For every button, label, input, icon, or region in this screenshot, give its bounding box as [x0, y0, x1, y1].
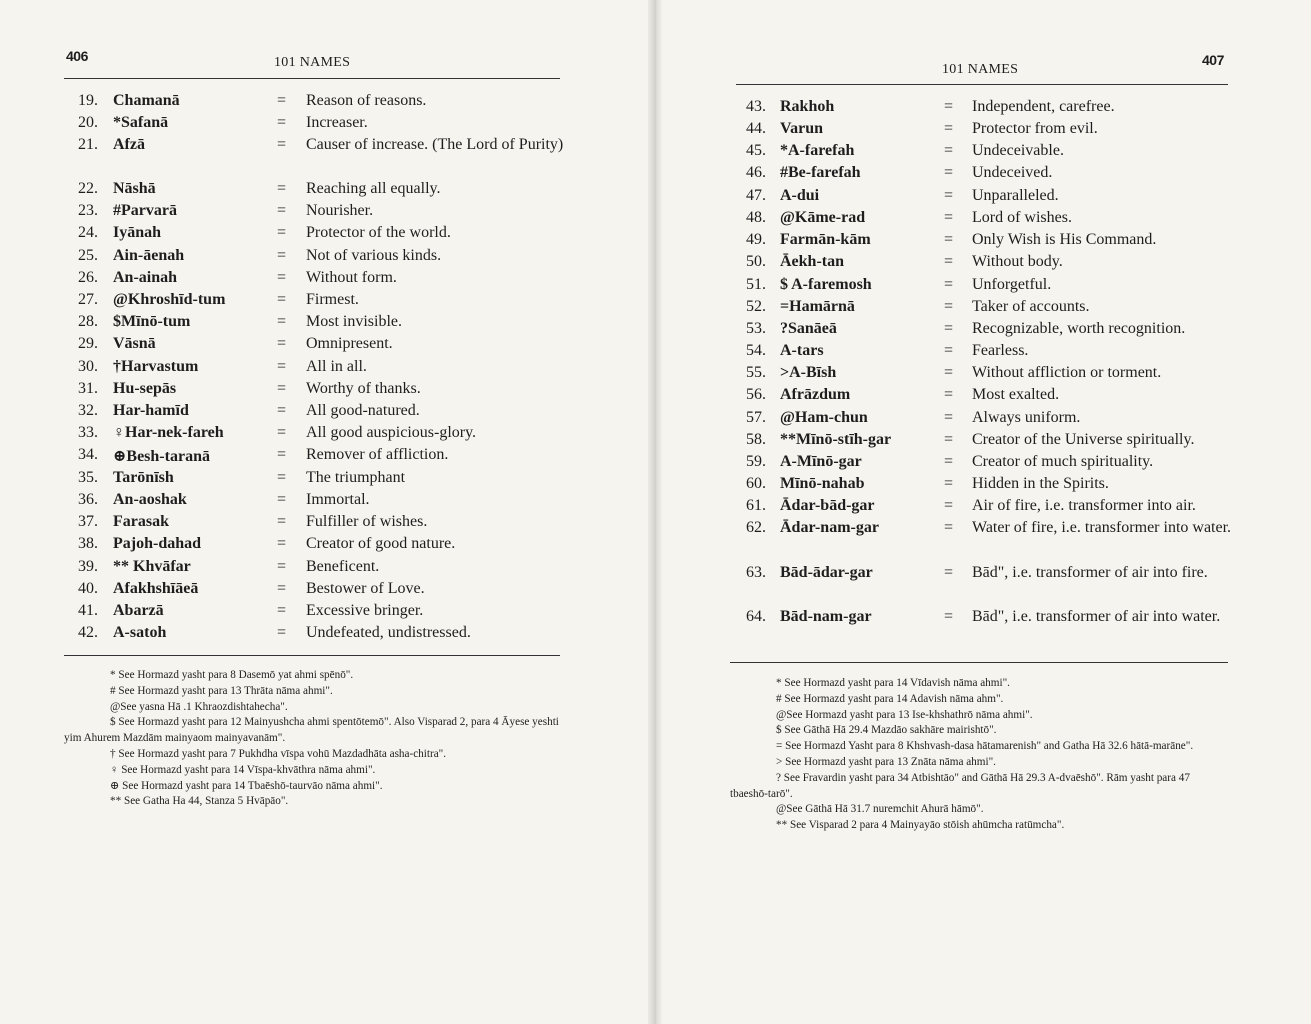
- entry-name: Afzā: [113, 136, 145, 153]
- equals-sign: =: [277, 202, 287, 219]
- entry-number: 32.: [78, 402, 98, 419]
- entry-number: 38.: [78, 535, 98, 552]
- entry-meaning: Bād", i.e. transformer of air into fire.: [972, 564, 1208, 581]
- entry-number: 42.: [78, 624, 98, 641]
- entry-name: $ A-faremosh: [780, 276, 872, 293]
- entry-number: 60.: [746, 475, 766, 492]
- entry-meaning: Causer of increase. (The Lord of Purity): [306, 136, 564, 153]
- entry-meaning: Remover of affliction.: [306, 446, 449, 463]
- equals-sign: =: [277, 313, 287, 330]
- equals-sign: =: [277, 580, 287, 597]
- entry-meaning: Hidden in the Spirits.: [972, 475, 1109, 492]
- header-rule: [64, 78, 560, 79]
- equals-sign: =: [944, 475, 954, 492]
- entry-meaning: Most invisible.: [306, 313, 403, 330]
- equals-sign: =: [944, 497, 954, 514]
- entry-meaning: All good-natured.: [306, 402, 420, 419]
- entry-number: 30.: [78, 358, 98, 375]
- entry-name: Afakhshīāeā: [113, 580, 199, 597]
- entry-meaning: Protector of the world.: [306, 224, 451, 241]
- entry-name: Farmān-kām: [780, 231, 871, 248]
- entry-meaning: Fearless.: [972, 342, 1029, 359]
- footnote: # See Hormazd yasht para 13 Thrāta nāma ahmi".: [110, 684, 333, 697]
- footnote-rule: [730, 662, 1228, 663]
- equals-sign: =: [944, 209, 954, 226]
- entry-name: Bād-ādar-gar: [780, 564, 873, 581]
- entry-name: Farasak: [113, 513, 169, 530]
- footnote-rule: [64, 655, 560, 656]
- entry-name: A-Mīnō-gar: [780, 453, 862, 470]
- entry-meaning: Air of fire, i.e. transformer into air.: [972, 497, 1196, 514]
- equals-sign: =: [277, 291, 287, 308]
- entry-number: 49.: [746, 231, 766, 248]
- entry-meaning: Without affliction or torment.: [972, 364, 1162, 381]
- equals-sign: =: [277, 558, 287, 575]
- equals-sign: =: [277, 446, 287, 463]
- entry-meaning: Unparalleled.: [972, 187, 1059, 204]
- page-number: 406: [66, 48, 88, 64]
- left-page: [0, 0, 650, 1024]
- entry-number: 21.: [78, 136, 98, 153]
- entry-number: 40.: [78, 580, 98, 597]
- entry-number: 35.: [78, 469, 98, 486]
- entry-number: 25.: [78, 247, 98, 264]
- entry-name: >A-Bīsh: [780, 364, 837, 381]
- entry-meaning: Bād", i.e. transformer of air into water.: [972, 608, 1221, 625]
- entry-number: 37.: [78, 513, 98, 530]
- footnote: = See Hormazd Yasht para 8 Khshvash-dasa hātamarenish" and Gatha Hā 32.6 hātā-marāne".: [776, 740, 1194, 753]
- entry-name: *A-farefah: [780, 142, 855, 159]
- entry-meaning: Creator of the Universe spiritually.: [972, 431, 1195, 448]
- entry-meaning: Undefeated, undistressed.: [306, 624, 471, 641]
- entry-meaning: Always uniform.: [972, 409, 1081, 426]
- entry-number: 50.: [746, 253, 766, 270]
- equals-sign: =: [944, 431, 954, 448]
- entry-name: ⊕Besh-taranā: [113, 448, 210, 465]
- footnote: # See Hormazd yasht para 14 Adavish nāma ahm".: [776, 692, 1004, 705]
- entry-meaning: All in all.: [306, 358, 367, 375]
- entry-meaning: Beneficent.: [306, 558, 380, 575]
- entry-name: A-tars: [780, 342, 824, 359]
- footnote: ⊕ See Hormazd yasht para 14 Tbaēshō-taurvāo nāma ahmi".: [110, 779, 383, 792]
- entry-number: 31.: [78, 380, 98, 397]
- entry-meaning: Omnipresent.: [306, 335, 393, 352]
- entry-meaning: Reason of reasons.: [306, 92, 427, 109]
- entry-meaning: Fulfiller of wishes.: [306, 513, 428, 530]
- entry-number: 29.: [78, 335, 98, 352]
- entry-name: Varun: [780, 120, 823, 137]
- equals-sign: =: [944, 564, 954, 581]
- entry-number: 53.: [746, 320, 766, 337]
- equals-sign: =: [277, 136, 287, 153]
- entry-name: Ādar-bād-gar: [780, 497, 875, 514]
- entry-name: $Mīnō-tum: [113, 313, 191, 330]
- right-page: [660, 0, 1311, 1024]
- entry-number: 39.: [78, 558, 98, 575]
- running-head: 101 NAMES: [942, 62, 1019, 77]
- equals-sign: =: [277, 114, 287, 131]
- footnote: ** See Gatha Ha 44, Stanza 5 Hvāpāo".: [110, 795, 289, 808]
- entry-number: 22.: [78, 180, 98, 197]
- entry-number: 33.: [78, 424, 98, 441]
- footnotes: [730, 676, 1228, 834]
- equals-sign: =: [277, 92, 287, 109]
- entry-number: 47.: [746, 187, 766, 204]
- footnote: ** See Visparad 2 para 4 Mainyayāo stōish ahūmcha ratūmcha".: [776, 819, 1065, 832]
- entry-name: =Hamārnā: [780, 298, 855, 315]
- entry-number: 20.: [78, 114, 98, 131]
- equals-sign: =: [277, 402, 287, 419]
- entry-meaning: Not of various kinds.: [306, 247, 442, 264]
- equals-sign: =: [944, 386, 954, 403]
- entry-number: 45.: [746, 142, 766, 159]
- entry-name: ** Khvāfar: [113, 558, 191, 575]
- equals-sign: =: [277, 180, 287, 197]
- page-number: 407: [1202, 52, 1224, 68]
- entry-number: 46.: [746, 164, 766, 181]
- entry-name: Ain-āenah: [113, 247, 185, 264]
- running-head: 101 NAMES: [274, 55, 351, 70]
- entry-name: A-dui: [780, 187, 820, 204]
- entry-name: An-ainah: [113, 269, 178, 286]
- equals-sign: =: [944, 231, 954, 248]
- entry-number: 64.: [746, 608, 766, 625]
- entry-number: 26.: [78, 269, 98, 286]
- entry-name: Iyānah: [113, 224, 162, 241]
- entry-meaning: Protector from evil.: [972, 120, 1098, 137]
- entry-meaning: Worthy of thanks.: [306, 380, 421, 397]
- equals-sign: =: [277, 380, 287, 397]
- entry-meaning: Excessive bringer.: [306, 602, 424, 619]
- header-rule: [736, 84, 1228, 85]
- entry-name: #Be-farefah: [780, 164, 861, 181]
- entry-name: Afrāzdum: [780, 386, 851, 403]
- equals-sign: =: [944, 253, 954, 270]
- equals-sign: =: [944, 519, 954, 536]
- entry-number: 52.: [746, 298, 766, 315]
- equals-sign: =: [277, 335, 287, 352]
- entry-meaning: Most exalted.: [972, 386, 1060, 403]
- entry-name: An-aoshak: [113, 491, 187, 508]
- equals-sign: =: [277, 469, 287, 486]
- entry-meaning: Increaser.: [306, 114, 368, 131]
- entry-number: 28.: [78, 313, 98, 330]
- entry-meaning: Creator of much spirituality.: [972, 453, 1154, 470]
- equals-sign: =: [944, 608, 954, 625]
- footnote: @See Hormazd yasht para 13 Ise-khshathrō nāma ahmi".: [776, 708, 1033, 721]
- entry-number: 62.: [746, 519, 766, 536]
- entry-name: ?Sanāeā: [780, 320, 837, 337]
- entry-meaning: Only Wish is His Command.: [972, 231, 1157, 248]
- entry-number: 51.: [746, 276, 766, 293]
- entry-number: 36.: [78, 491, 98, 508]
- footnote: > See Hormazd yasht para 13 Znāta nāma ahmi".: [776, 755, 996, 768]
- entry-number: 48.: [746, 209, 766, 226]
- equals-sign: =: [277, 224, 287, 241]
- footnote: @See Gāthā Hā 31.7 nuremchit Ahurā hāmō".: [776, 803, 984, 816]
- entry-number: 27.: [78, 291, 98, 308]
- entry-name: Pajoh-dahad: [113, 535, 202, 552]
- equals-sign: =: [277, 424, 287, 441]
- entry-meaning: Water of fire, i.e. transformer into water.: [972, 519, 1232, 536]
- entry-number: 43.: [746, 98, 766, 115]
- entry-number: 23.: [78, 202, 98, 219]
- entry-number: 34.: [78, 446, 98, 463]
- entry-name: #Parvarā: [113, 202, 177, 219]
- entry-name: @Ham-chun: [780, 409, 868, 426]
- entry-name: **Mīnō-stīh-gar: [780, 431, 892, 448]
- footnotes: [64, 668, 560, 810]
- entry-meaning: Without form.: [306, 269, 397, 286]
- equals-sign: =: [944, 142, 954, 159]
- entry-number: 24.: [78, 224, 98, 241]
- entry-meaning: Creator of good nature.: [306, 535, 456, 552]
- footnote: $ See Hormazd yasht para 12 Mainyushcha ahmi spentōtemō". Also Visparad 2, para 4 Āyese yeshti yim Ahurem Mazdām mainyaom mainyavanām".: [64, 716, 559, 745]
- equals-sign: =: [944, 409, 954, 426]
- equals-sign: =: [277, 535, 287, 552]
- equals-sign: =: [944, 164, 954, 181]
- equals-sign: =: [944, 364, 954, 381]
- entry-meaning: Bestower of Love.: [306, 580, 425, 597]
- entry-name: ♀Har-nek-fareh: [113, 424, 224, 441]
- entry-meaning: Unforgetful.: [972, 276, 1052, 293]
- entry-name: @Khroshīd-tum: [113, 291, 226, 308]
- equals-sign: =: [944, 342, 954, 359]
- entry-meaning: Undeceived.: [972, 164, 1053, 181]
- equals-sign: =: [277, 513, 287, 530]
- entry-meaning: Without body.: [972, 253, 1063, 270]
- entry-number: 54.: [746, 342, 766, 359]
- entry-name: †Harvastum: [113, 358, 199, 375]
- entry-name: Bād-nam-gar: [780, 608, 872, 625]
- equals-sign: =: [944, 453, 954, 470]
- footnote: * See Hormazd yasht para 14 Vīdavish nāma ahmi".: [776, 677, 1010, 689]
- entry-number: 41.: [78, 602, 98, 619]
- entry-name: Ādar-nam-gar: [780, 519, 879, 536]
- entry-number: 59.: [746, 453, 766, 470]
- entry-number: 61.: [746, 497, 766, 514]
- entry-meaning: Firmest.: [306, 291, 359, 308]
- equals-sign: =: [944, 120, 954, 137]
- entry-meaning: All good auspicious-glory.: [306, 424, 477, 441]
- entry-name: Hu-sepās: [113, 380, 177, 397]
- equals-sign: =: [944, 98, 954, 115]
- entry-meaning: Lord of wishes.: [972, 209, 1072, 226]
- entry-number: 19.: [78, 92, 98, 109]
- equals-sign: =: [277, 624, 287, 641]
- entry-name: Āekh-tan: [780, 253, 845, 270]
- entry-number: 57.: [746, 409, 766, 426]
- entry-number: 55.: [746, 364, 766, 381]
- entry-name: Chamanā: [113, 92, 180, 109]
- entry-name: Nāshā: [113, 180, 156, 197]
- entry-meaning: Recognizable, worth recognition.: [972, 320, 1186, 337]
- entry-meaning: Undeceivable.: [972, 142, 1064, 159]
- entry-number: 63.: [746, 564, 766, 581]
- entry-number: 44.: [746, 120, 766, 137]
- equals-sign: =: [277, 247, 287, 264]
- entry-number: 58.: [746, 431, 766, 448]
- footnote: $ See Gāthā Hā 29.4 Mazdāo sakhāre mairishtō".: [776, 724, 997, 737]
- entry-name: Tarōnīsh: [113, 469, 174, 486]
- entry-meaning: Reaching all equally.: [306, 180, 441, 197]
- equals-sign: =: [277, 491, 287, 508]
- footnote: @See yasna Hā .1 Khraozdishtahecha".: [110, 700, 288, 713]
- footnote: * See Hormazd yasht para 8 Dasemō yat ahmi spēnō".: [110, 669, 354, 681]
- footnote: ♀ See Hormazd yasht para 14 Vīspa-khvāthra nāma ahmi".: [110, 763, 376, 776]
- entry-meaning: Independent, carefree.: [972, 98, 1115, 115]
- equals-sign: =: [277, 269, 287, 286]
- equals-sign: =: [277, 358, 287, 375]
- equals-sign: =: [944, 187, 954, 204]
- entry-name: Rakhoh: [780, 98, 835, 115]
- equals-sign: =: [944, 276, 954, 293]
- footnote: ? See Fravardin yasht para 34 Atbishtāo" and Gāthā Hā 29.3 A-dvaēshō". Rām yasht para 47 tbaeshō-tarō".: [730, 771, 1190, 800]
- equals-sign: =: [944, 298, 954, 315]
- entry-name: Har-hamīd: [113, 402, 189, 419]
- entry-meaning: Immortal.: [306, 491, 370, 508]
- entry-number: 56.: [746, 386, 766, 403]
- entry-name: A-satoh: [113, 624, 167, 641]
- equals-sign: =: [277, 602, 287, 619]
- entry-meaning: The triumphant: [306, 469, 406, 486]
- equals-sign: =: [944, 320, 954, 337]
- entry-name: @Kāme-rad: [780, 209, 866, 226]
- entry-name: Mīnō-nahab: [780, 475, 865, 492]
- entry-meaning: Taker of accounts.: [972, 298, 1090, 315]
- entry-name: Abarzā: [113, 602, 164, 619]
- entry-name: Vāsnā: [113, 335, 156, 352]
- entry-meaning: Nourisher.: [306, 202, 374, 219]
- entry-name: *Safanā: [113, 114, 169, 131]
- footnote: † See Hormazd yasht para 7 Pukhdha vīspa vohū Mazdadhāta asha-chitra".: [110, 747, 447, 760]
